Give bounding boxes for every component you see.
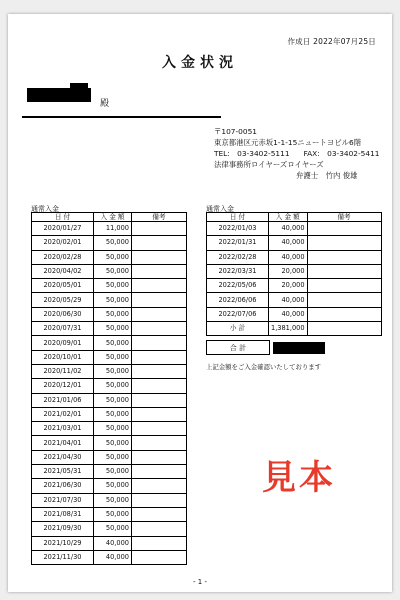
amount-cell: 50,000 [94,407,132,421]
note-cell [132,507,187,521]
date-cell: 2022/01/03 [207,222,269,236]
sender-address: 東京都港区元赤坂1-1-15ニュートヨビル6階 [214,138,362,147]
note-cell [132,293,187,307]
confirmation-note: 上記金額をご入金確認いたしております [206,363,322,371]
note-cell [132,465,187,479]
amount-cell: 50,000 [94,465,132,479]
amount-cell: 50,000 [94,336,132,350]
sender-tel: TEL: 03-3402-5111 [214,149,290,158]
date-cell: 2021/04/30 [32,450,94,464]
table-row [32,465,187,479]
note-cell [132,222,187,236]
date-cell: 2020/11/02 [32,364,94,378]
recipient-honorific: 殿 [100,99,110,109]
note-cell [132,450,187,464]
note-cell [132,550,187,564]
table-row [32,522,187,536]
total-value-redaction [273,342,325,354]
amount-cell: 50,000 [94,307,132,321]
right-header-1: 入 金 額 [269,213,308,222]
sender-postal: 〒107-0051 [214,127,257,136]
note-cell [132,350,187,364]
date-cell: 2020/05/29 [32,293,94,307]
amount-cell: 40,000 [269,236,308,250]
date-cell: 2021/09/30 [32,522,94,536]
table-row [32,307,187,321]
note-cell [132,236,187,250]
note-cell [132,493,187,507]
amount-cell: 40,000 [269,293,308,307]
note-cell [132,522,187,536]
left-header-2: 備考 [132,213,187,222]
date-cell: 2021/04/01 [32,436,94,450]
amount-cell: 50,000 [94,507,132,521]
amount-cell: 50,000 [94,236,132,250]
amount-cell: 50,000 [94,479,132,493]
subtotal-label: 小 計 [207,322,269,336]
date-cell: 2020/12/01 [32,379,94,393]
note-cell [132,479,187,493]
amount-cell: 50,000 [94,422,132,436]
right-header-0: 日 付 [207,213,269,222]
amount-cell: 50,000 [94,350,132,364]
amount-cell: 50,000 [94,522,132,536]
table-row [32,364,187,378]
document-title: 入金状況 [162,55,238,71]
amount-cell: 50,000 [94,379,132,393]
note-cell [132,364,187,378]
table-row [32,379,187,393]
note-cell [307,293,381,307]
amount-cell: 50,000 [94,264,132,278]
note-cell [307,279,381,293]
sample-stamp: 見本 [262,458,336,498]
amount-cell: 50,000 [94,393,132,407]
date-cell: 2020/05/01 [32,279,94,293]
table-row [207,279,382,293]
table-row [32,422,187,436]
date-cell: 2021/01/06 [32,393,94,407]
table-row [207,293,382,307]
note-cell [307,250,381,264]
subtotal-row [207,322,382,336]
total-label: 合 計 [207,341,270,355]
date-cell: 2022/07/06 [207,307,269,321]
table-row [32,507,187,521]
date-cell: 2021/11/30 [32,550,94,564]
amount-cell: 40,000 [269,222,308,236]
amount-cell: 50,000 [94,493,132,507]
subtotal-value: 1,381,000 [269,322,308,336]
date-cell: 2021/06/30 [32,479,94,493]
note-cell [132,336,187,350]
date-cell: 2020/09/01 [32,336,94,350]
note-cell [307,236,381,250]
date-cell: 2022/03/31 [207,264,269,278]
table-row [207,307,382,321]
left-header-0: 日 付 [32,213,94,222]
left-deposit-table [31,212,187,565]
date-cell: 2021/05/31 [32,465,94,479]
amount-cell: 11,000 [94,222,132,236]
left-header-1: 入 金 額 [94,213,132,222]
note-cell [132,407,187,421]
recipient-block [22,74,221,118]
date-cell: 2020/04/02 [32,264,94,278]
amount-cell: 50,000 [94,322,132,336]
note-cell [132,536,187,550]
note-cell [132,422,187,436]
amount-cell: 20,000 [269,279,308,293]
note-cell [132,379,187,393]
amount-cell: 40,000 [269,250,308,264]
table-row [32,279,187,293]
date-cell: 2021/10/29 [32,536,94,550]
date-cell: 2021/08/31 [32,507,94,521]
table-row [32,493,187,507]
amount-cell: 40,000 [269,307,308,321]
note-cell [132,436,187,450]
table-row [32,322,187,336]
amount-cell: 50,000 [94,450,132,464]
table-row [32,479,187,493]
date-cell: 2020/06/30 [32,307,94,321]
note-cell [307,264,381,278]
note-cell [132,250,187,264]
date-cell: 2022/01/31 [207,236,269,250]
amount-cell: 40,000 [94,536,132,550]
amount-cell: 20,000 [269,264,308,278]
date-cell: 2022/06/06 [207,293,269,307]
date-cell: 2021/02/01 [32,407,94,421]
created-date: 作成日 2022年07月25日 [287,37,376,46]
table-row [207,236,382,250]
date-cell: 2020/10/01 [32,350,94,364]
amount-cell: 50,000 [94,364,132,378]
sender-office: 法律事務所ロイヤーズロイヤーズ [214,160,324,169]
amount-cell: 50,000 [94,250,132,264]
recipient-name-redaction [27,88,91,102]
table-row [32,450,187,464]
table-row [32,264,187,278]
table-row [207,250,382,264]
date-cell: 2020/07/31 [32,322,94,336]
table-row [32,436,187,450]
table-row [207,222,382,236]
date-cell: 2022/02/28 [207,250,269,264]
table-row [32,293,187,307]
table-row [32,536,187,550]
date-cell: 2022/05/06 [207,279,269,293]
note-cell [307,222,381,236]
date-cell: 2020/01/27 [32,222,94,236]
amount-cell: 40,000 [94,550,132,564]
date-cell: 2021/03/01 [32,422,94,436]
amount-cell: 50,000 [94,279,132,293]
note-cell [132,393,187,407]
table-row [32,236,187,250]
date-cell: 2020/02/28 [32,250,94,264]
right-header-2: 備考 [307,213,381,222]
sender-fax: FAX: 03-3402-5411 [303,149,380,158]
date-cell: 2021/07/30 [32,493,94,507]
note-cell [132,307,187,321]
document-page [8,14,392,592]
table-row [32,336,187,350]
right-deposit-table [206,212,382,336]
grand-total-box [206,340,270,355]
table-row [32,222,187,236]
table-row [32,407,187,421]
sender-block [214,126,379,181]
sender-phones [214,148,379,159]
note-cell [307,322,381,336]
note-cell [132,264,187,278]
date-cell: 2020/02/01 [32,236,94,250]
table-row [32,350,187,364]
table-row [32,250,187,264]
left-section-label: 通常入金 [31,205,59,213]
table-row [207,264,382,278]
amount-cell: 50,000 [94,436,132,450]
table-row [32,393,187,407]
note-cell [132,279,187,293]
page-number: - 1 - [193,578,207,586]
right-section-label: 通常入金 [206,205,234,213]
sender-lawyer: 弁護士 竹内 俊雄 [296,171,358,180]
note-cell [132,322,187,336]
note-cell [307,307,381,321]
table-row [32,550,187,564]
amount-cell: 50,000 [94,293,132,307]
